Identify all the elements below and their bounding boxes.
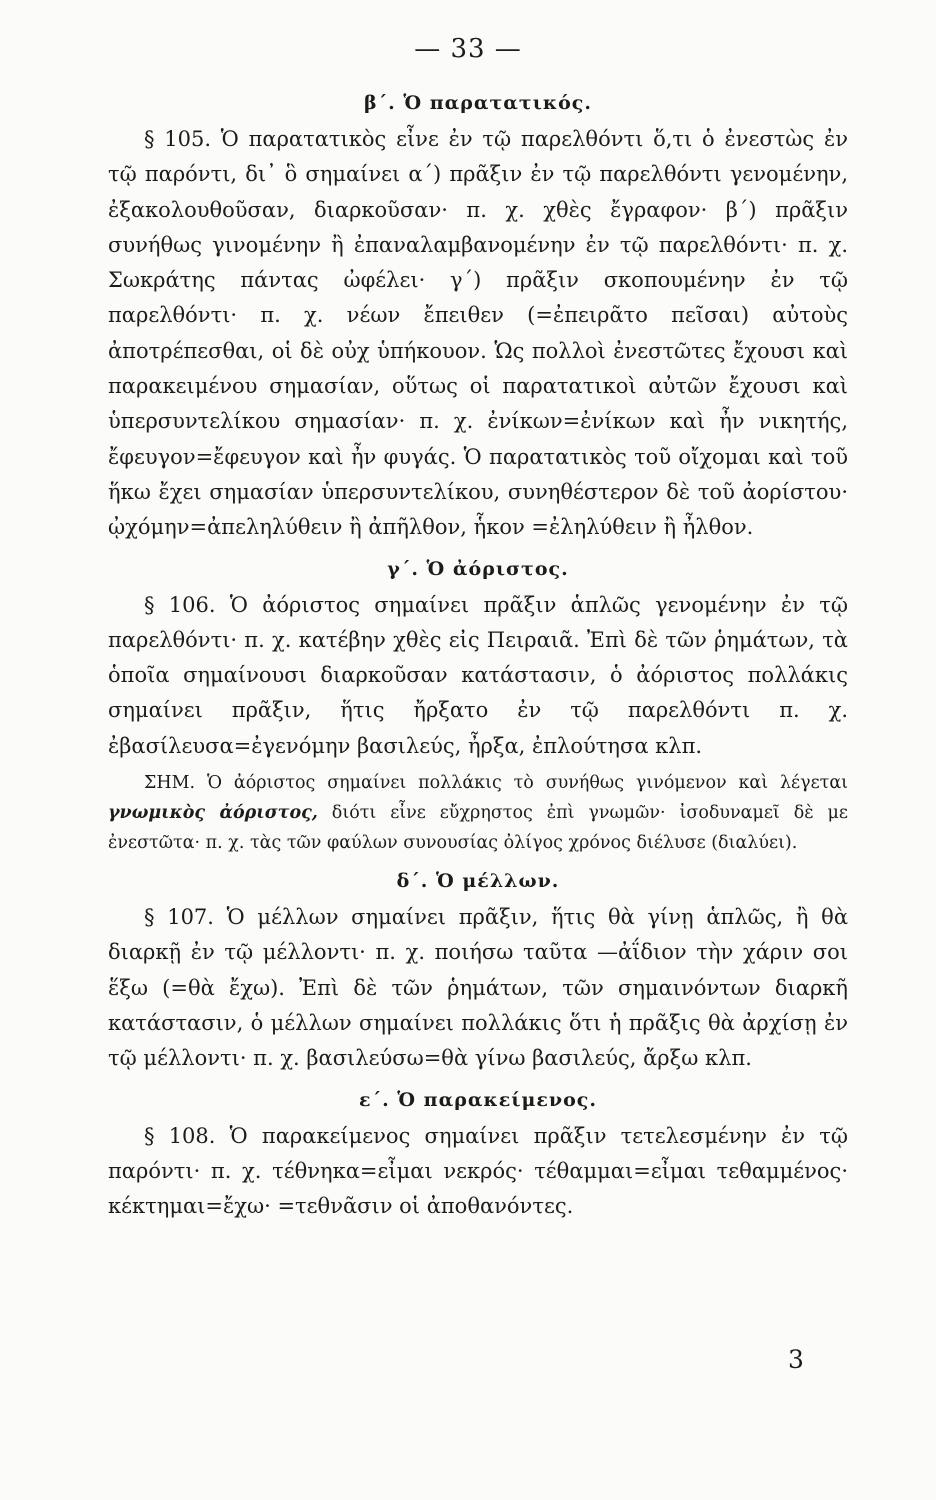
section-heading-parakeimenos: ε΄. Ὁ παρακείμενος.: [359, 1088, 597, 1111]
section-heading-paratatikos: β΄. Ὁ παρατατικός.: [364, 92, 592, 114]
page-number: — 33 —: [414, 34, 522, 64]
signature-mark: 3: [788, 1345, 804, 1374]
paragraph-107: § 107. Ὁ μέλλων σημαίνει πρᾶξιν, ἥτις θὰ γίνῃ ἁπλῶς, ἢ θὰ διαρκῇ ἐν τῷ μέλλοντι· π. χ. ποιήσω ταῦτα —ἀΐδιον τὴν χάριν σοι ἕξω (=θὰ ἔχω). Ἐπὶ δὲ τῶν ῥημάτων, τῶν σημαινόντων διαρκῆ κατάστασιν, ὁ μέλλων σημαίνει πολλάκις ὅτι ἡ πρᾶξις θὰ ἀρχίσῃ ἐν τῷ μέλλοντι· π. χ. βασιλεύσω=θὰ γίνω βασιλεύς, ἄρξω κλπ.: [108, 905, 848, 1071]
paragraph-105: § 105. Ὁ παρατατικὸς εἶνε ἐν τῷ παρελθόντι ὅ,τι ὁ ἐνεστὼς ἐν τῷ παρόντι, δι᾽ ὃ σημαίνει α΄) πρᾶξιν ἐν τῷ παρελθόντι γενομένην, ἐξακολουθοῦσαν, διαρκοῦσαν· π. χ. χθὲς ἔγραφον· β΄) πρᾶξιν συνήθως γινομένην ἢ ἐπαναλαμβανομένην ἐν τῷ παρελθόντι· π. χ. Σωκράτης πάντας ὠφέλει· γ΄) πρᾶξιν σκοπουμένην ἐν τῷ παρελθόντι· π. χ. νέων ἔπειθεν (=ἐπειρᾶτο πεῖσαι) αὐτοὺς ἀποτρέπεσθαι, οἱ δὲ οὐχ ὑπήκουον. Ὡς πολλοὶ ἐνεστῶτες ἔχουσι καὶ παρακειμένου σημασίαν, οὕτως οἱ παρατατικοὶ αὐτῶν ἔχουσι καὶ ὑπερσυντελίκου σημασίαν· π. χ. ἐνίκων=ἐνίκων καὶ ἦν νικητής, ἔφευγον=ἔφευγον καὶ ἦν φυγάς. Ὁ παρατατικὸς τοῦ οἴχομαι καὶ τοῦ ἥκω ἔχει σημασίαν ὑπερσυντελίκου, συνηθέστερον δὲ τοῦ ἀορίστου· ᾠχόμην=ἀπεληλύθειν ἢ ἀπῆλθον, ἧκον =ἐληλύθειν ἢ ἦλθον.: [108, 127, 848, 540]
page-body: [108, 78, 848, 1224]
paragraph-108: § 108. Ὁ παρακείμενος σημαίνει πρᾶξιν τετελεσμένην ἐν τῷ παρόντι· π. χ. τέθνηκα=εἶμαι νεκρός· τέθαμμαι=εἶμαι τεθαμμένος· κέκτημαι=ἔχω· =τεθνᾶσιν οἱ ἀποθανόντες.: [108, 1123, 848, 1219]
note-term: γνωμικὸς ἀόριστος,: [108, 803, 318, 824]
note-prefix: ΣΗΜ. Ὁ ἀόριστος σημαίνει πολλάκις τὸ συνήθως γινόμενον καὶ λέγεται: [144, 773, 848, 794]
section-heading-mellon: δ΄. Ὁ μέλλων.: [396, 870, 560, 893]
section-heading-aoristos: γ΄. Ὁ ἀόριστος.: [387, 557, 569, 580]
paragraph-106: § 106. Ὁ ἀόριστος σημαίνει πρᾶξιν ἁπλῶς γενομένην ἐν τῷ παρελθόντι· π. χ. κατέβην χθὲς εἰς Πειραιᾶ. Ἐπὶ δὲ τῶν ῥημάτων, τὰ ὁποῖα σημαίνουσι διαρκοῦσαν κατάστασιν, ὁ ἀόριστος πολλάκις σημαίνει πρᾶξιν, ἥτις ἤρξατο ἐν τῷ παρελθόντι π. χ. ἐβασίλευσα=ἐγενόμην βασιλεύς, ἦρξα, ἐπλούτησα κλπ.: [108, 592, 848, 758]
note-aoristos: [108, 768, 848, 858]
note-suffix: διότι εἶνε εὔχρηστος ἐπὶ γνωμῶν· ἰσοδυναμεῖ δὲ με ἐνεστῶτα· π. χ. τὰς τῶν φαύλων συνουσίας ὀλίγος χρόνος διέλυσε (διαλύει).: [108, 803, 848, 854]
